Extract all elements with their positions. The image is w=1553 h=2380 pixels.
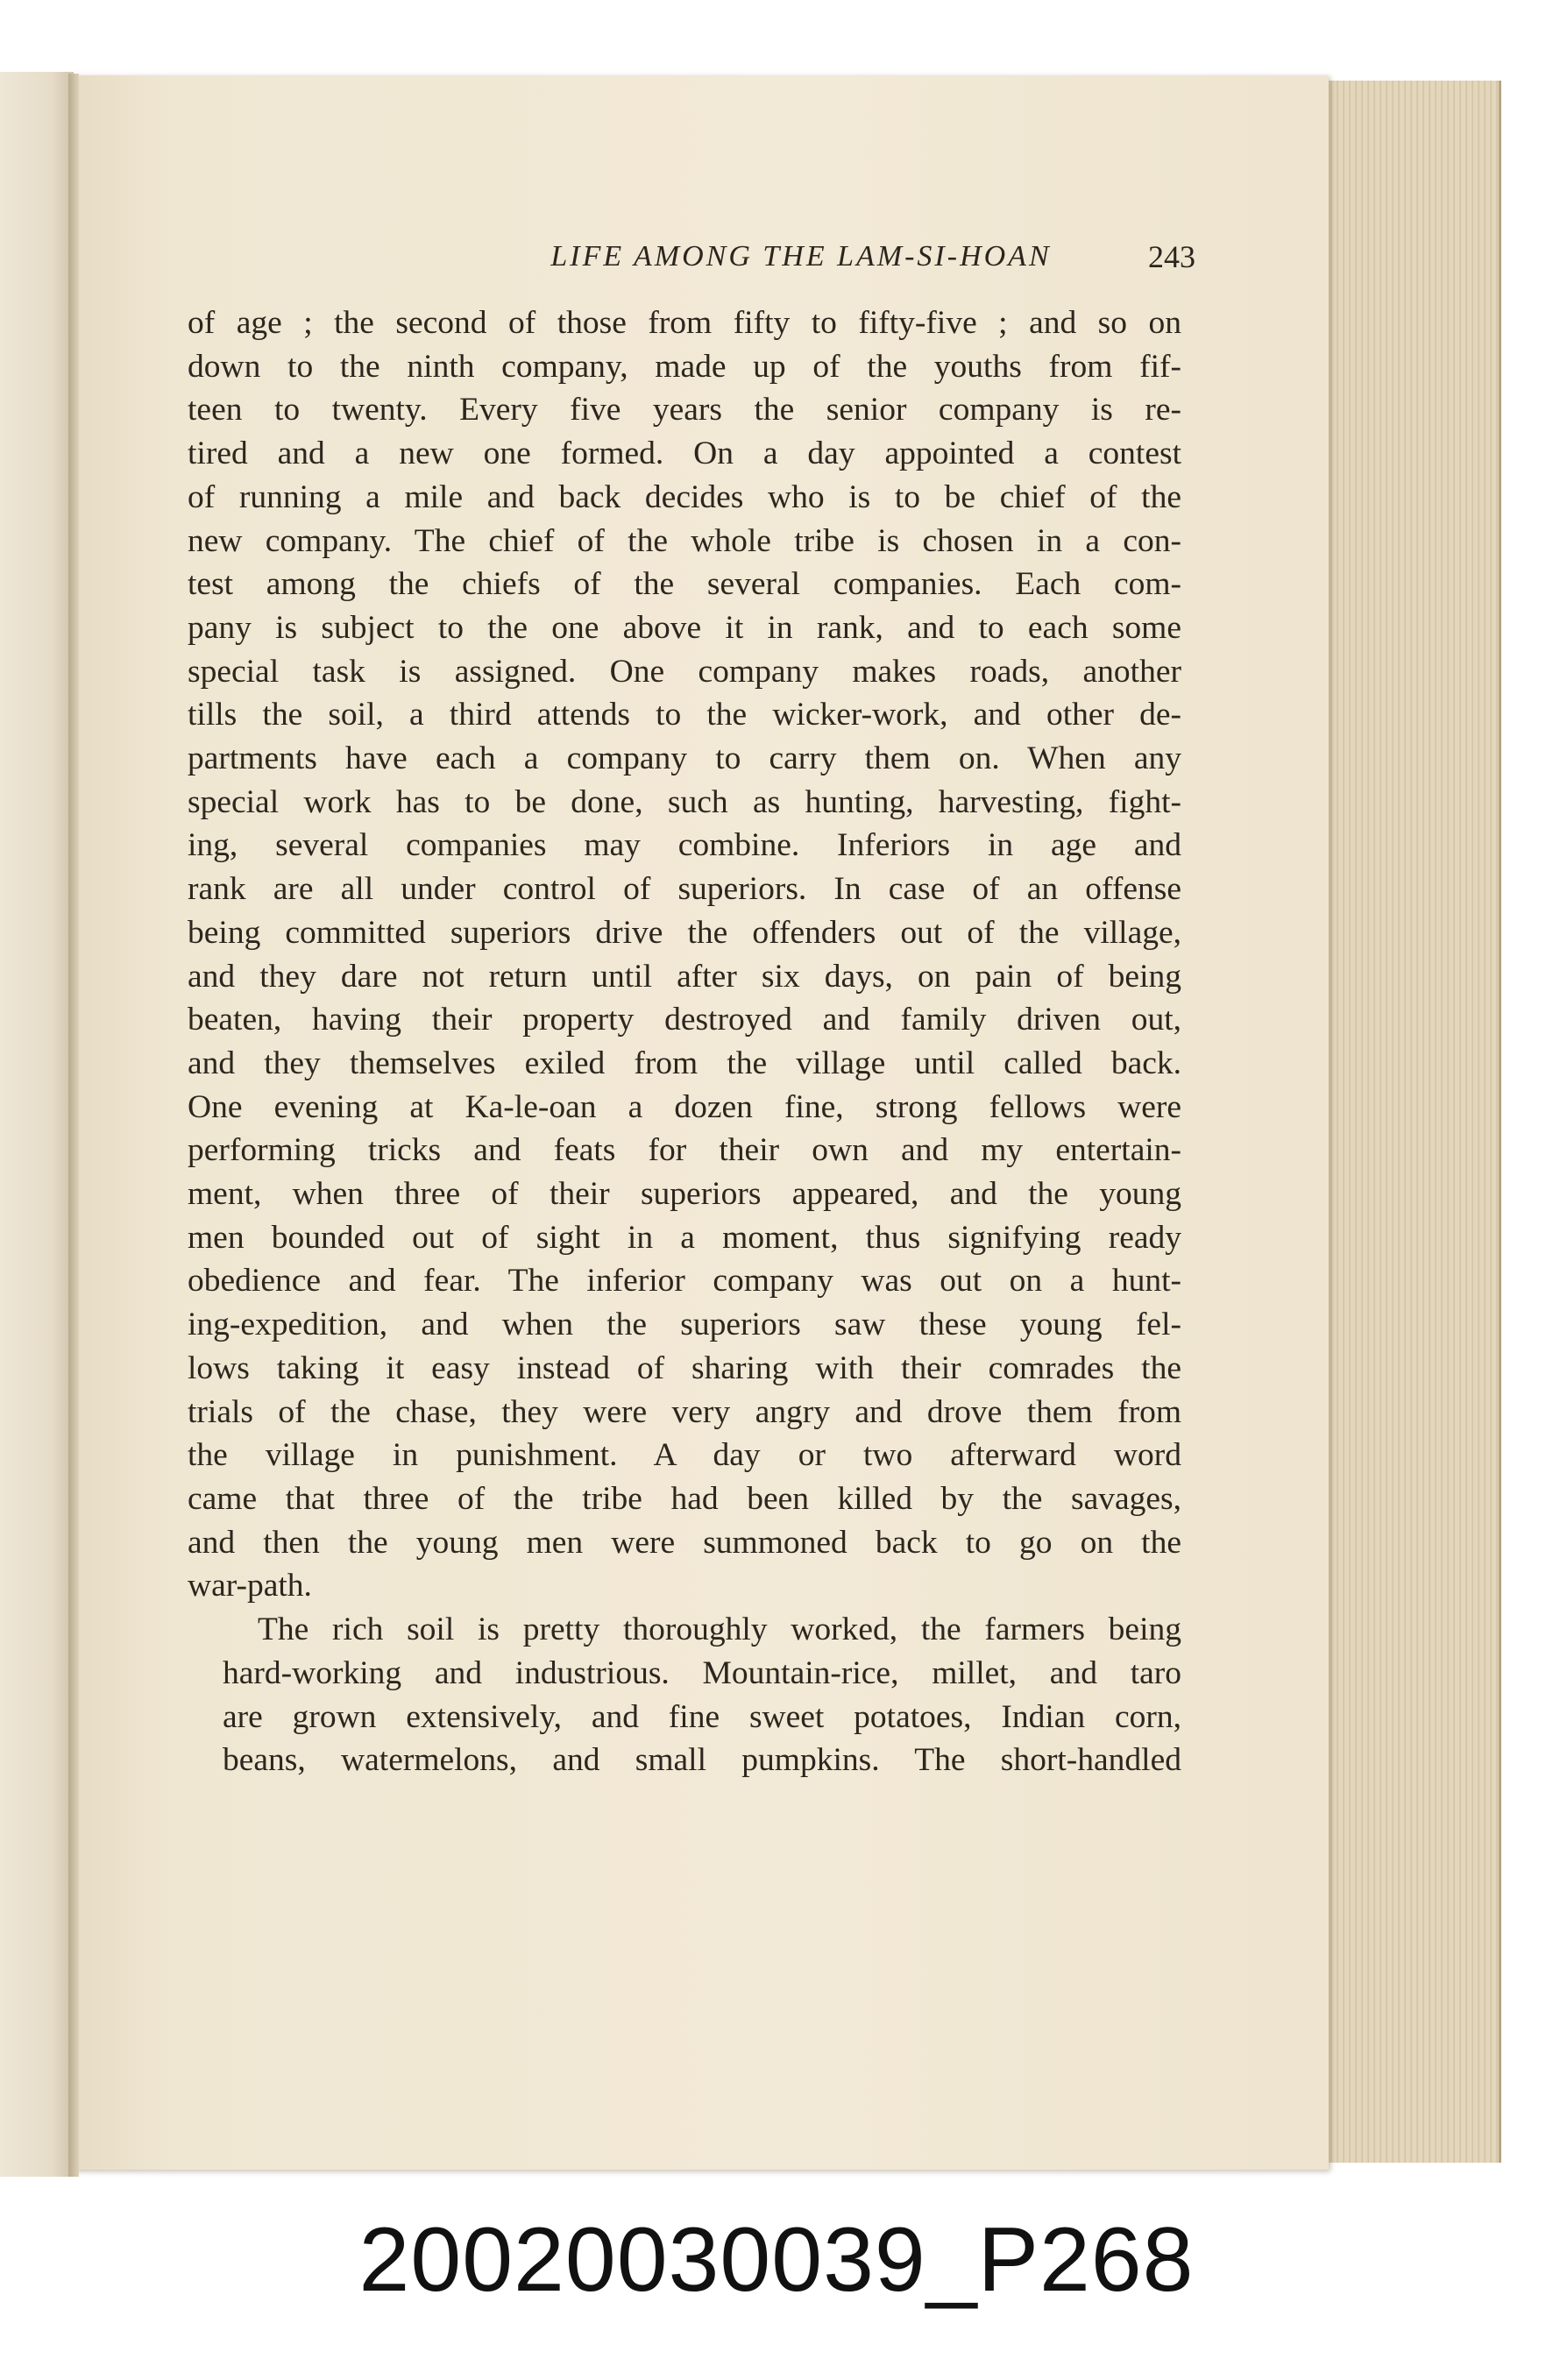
text-line: and then the young men were summoned back to go on the: [188, 1524, 1181, 1561]
text-line: One evening at Ka-le-oan a dozen fine, strong fellows were: [188, 1088, 1181, 1125]
text-line: tills the soil, a third attends to the wicker-work, and other de-: [188, 697, 1181, 733]
text-line: The rich soil is pretty thoroughly worked, the farmers being: [258, 1611, 1181, 1648]
text-line: beans, watermelons, and small pumpkins. The short-handled: [223, 1742, 1181, 1779]
book-page: [74, 75, 1329, 2170]
paragraph: [188, 1608, 1181, 1782]
text-line: ment, when three of their superiors appeared, and the young: [188, 1176, 1181, 1213]
text-line: war-path.: [188, 1568, 312, 1604]
text-line: and they dare not return until after six days, on pain of being: [188, 958, 1181, 995]
text-line: came that three of the tribe had been killed by the savages,: [188, 1480, 1181, 1517]
text-line: the village in punishment. A day or two afterward word: [188, 1437, 1181, 1474]
text-line: teen to twenty. Every five years the senior company is re-: [188, 392, 1181, 429]
text-line: obedience and fear. The inferior company was out on a hunt-: [188, 1263, 1181, 1300]
text-line: men bounded out of sight in a moment, thus signifying ready: [188, 1219, 1181, 1256]
text-line: rank are all under control of superiors. In case of an offense: [188, 871, 1181, 908]
page-block-edges: [1315, 81, 1501, 2163]
text-line: test among the chiefs of the several companies. Each com-: [188, 566, 1181, 603]
text-line: special work has to be done, such as hunting, harvesting, fight-: [188, 783, 1181, 820]
facing-page-edge: [0, 72, 74, 2177]
text-line: pany is subject to the one above it in rank, and to each some: [188, 609, 1181, 646]
text-line: tired and a new one formed. On a day appointed a contest: [188, 436, 1181, 472]
text-line: of running a mile and back decides who is to be chief of the: [188, 478, 1181, 515]
text-line: are grown extensively, and fine sweet potatoes, Indian corn,: [223, 1698, 1181, 1735]
running-head: LIFE AMONG THE LAM-SI-HOAN: [550, 240, 1052, 273]
text-line: hard-working and industrious. Mountain-rice, millet, and taro: [223, 1654, 1181, 1691]
text-line: lows taking it easy instead of sharing with their comrades the: [188, 1349, 1181, 1386]
text-line: and they themselves exiled from the village until called back.: [188, 1045, 1181, 1081]
text-line: beaten, having their property destroyed and family driven out,: [188, 1002, 1181, 1038]
text-line: being committed superiors drive the offenders out of the village,: [188, 914, 1181, 951]
text-line: down to the ninth company, made up of the youths from fif-: [188, 348, 1181, 385]
image-caption: 20020030039_P268: [358, 2209, 1195, 2311]
text-line: of age ; the second of those from fifty to fifty-five ; and so on: [188, 305, 1181, 341]
text-line: ing-expedition, and when the superiors saw these young fel-: [188, 1307, 1181, 1343]
text-line: performing tricks and feats for their own and my entertain-: [188, 1132, 1181, 1169]
page-number: 243: [1148, 239, 1195, 274]
text-line: new company. The chief of the whole tribe is chosen in a con-: [188, 522, 1181, 559]
text-line: partments have each a company to carry them on. When any: [188, 740, 1181, 777]
book-gutter: [68, 74, 79, 2177]
text-line: special task is assigned. One company makes roads, another: [188, 653, 1181, 690]
paragraph: [188, 301, 1181, 1608]
text-line: trials of the chase, they were very angry and drove them from: [188, 1393, 1181, 1430]
text-line: ing, several companies may combine. Inferiors in age and: [188, 827, 1181, 864]
body-text: [188, 301, 1181, 1782]
